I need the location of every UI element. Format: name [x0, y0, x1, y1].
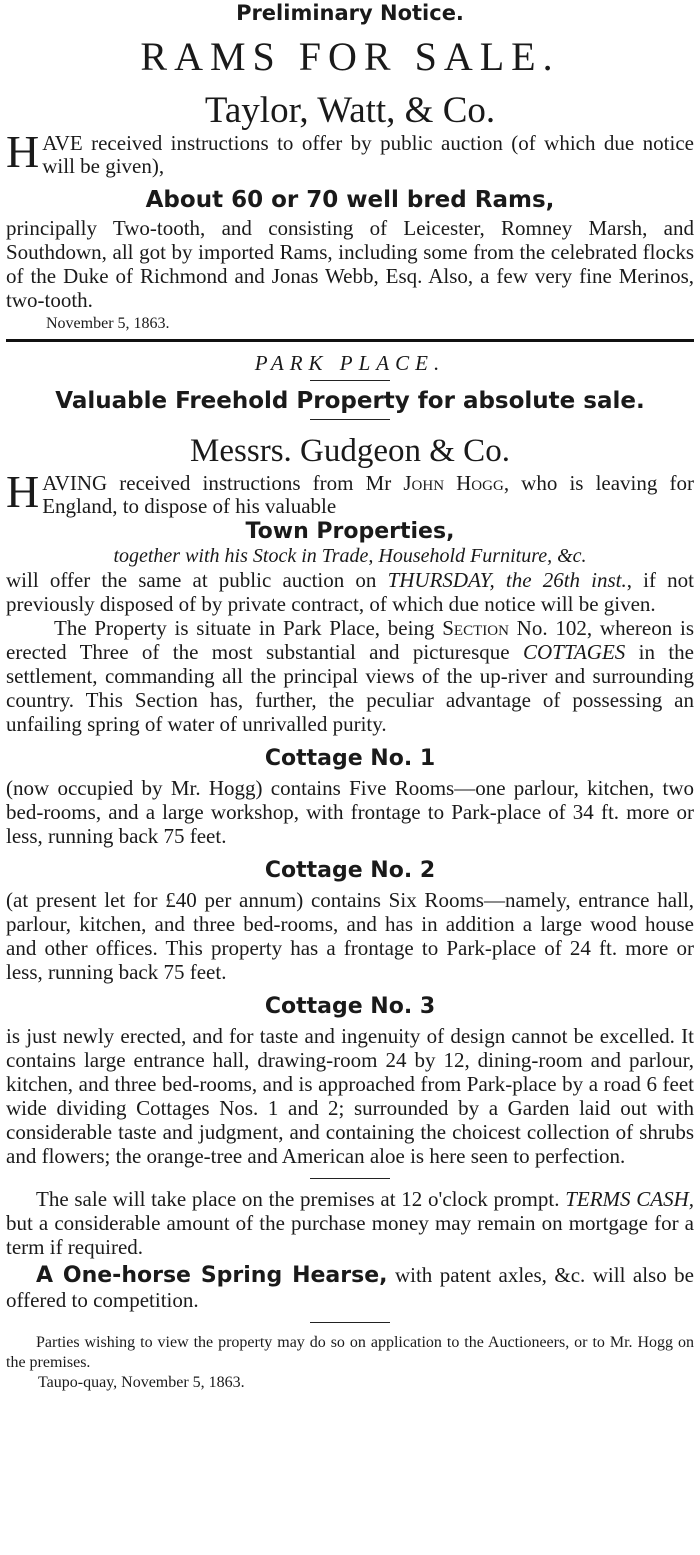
hearse-heading: A One-horse Spring Hearse,: [36, 1263, 388, 1288]
property-date: Taupo-quay, November 5, 1863.: [38, 1374, 245, 1391]
auction-offer: [6, 568, 694, 616]
rams-body: principally Two-tooth, and consisting of Leicester, Romney Marsh, and Southdown, all got by imported Rams, including some from the celebrated flocks of the Duke of Richmond and Jonas Webb, Esq. Also, a few very fine Merinos, two-tooth.: [6, 216, 694, 312]
drop-cap: H: [6, 126, 40, 177]
section-word: Section: [442, 616, 509, 640]
rams-intro-text: AVE received instructions to offer by public auction (of which due notice will be given),: [42, 131, 694, 178]
property-text: No. 102, whereon is erected Three of the most substantial and picturesque: [6, 616, 694, 664]
property-intro-text: AVING received instructions from Mr: [42, 471, 404, 495]
rams-headline: About 60 or 70 well bred Rams,: [145, 187, 555, 213]
rams-title: RAMS FOR SALE.: [140, 34, 560, 79]
location-heading: PARK PLACE.: [254, 351, 446, 375]
preliminary-notice-heading: Preliminary Notice.: [236, 1, 464, 25]
rams-intro: [6, 126, 694, 178]
terms-cash: TERMS CASH,: [565, 1187, 694, 1211]
short-rule: [310, 380, 390, 381]
town-properties-heading: Town Properties,: [245, 519, 455, 544]
park-place-notice: [6, 350, 694, 1393]
cottages-word: COTTAGES: [522, 640, 626, 664]
short-rule: [310, 1322, 390, 1323]
cottage-1-heading: Cottage No. 1: [264, 746, 436, 771]
cottage-3-description: is just newly erected, and for taste and ingenuity of design cannot be excelled. It contains large entrance hall, drawing-room 24 by 12, dining-room and parlour, kitchen, and three bed-rooms, and is approached from Park-place by a road 6 feet wide dividing Cottages Nos. 1 and 2; surrounded by a Garden laid out with considerable taste and judgment, and containing the choicest collection of shrubs and flowers; the orange-tree and American aloe is here seen to perfection.: [6, 1024, 694, 1168]
cottage-2-description: (at present let for £40 per annum) contains Six Rooms—namely, entrance hall, parlour, kitchen, and three bed-rooms, and has in addition a large wood house and other offices. This property has a frontage to Park-place of 24 ft. more or less, running back 75 feet.: [6, 888, 694, 984]
rams-date: November 5, 1863.: [46, 315, 170, 332]
cottage-3-heading: Cottage No. 3: [264, 994, 436, 1019]
stock-subtitle: together with his Stock in Trade, Household Furniture, &c.: [113, 545, 587, 567]
section-divider: [6, 339, 694, 342]
offer-text: will offer the same at public auction on: [6, 568, 388, 592]
drop-cap: H: [6, 466, 40, 517]
rams-notice: [6, 0, 694, 334]
short-rule: [310, 1178, 390, 1179]
short-rule: [310, 419, 390, 420]
property-intro-text: , who is leaving for England, to dispose of his valuable: [42, 471, 694, 518]
sale-terms: [6, 1187, 694, 1259]
property-text: in the settlement, commanding all the principal views of the up-river and surrounding country. This Section has, further, the peculiar advantage of possessing an unfailing spring of water of unrivalled purity.: [6, 640, 694, 736]
auction-day: THURSDAY, the 26th inst.: [387, 568, 627, 592]
cottage-2-heading: Cottage No. 2: [264, 858, 436, 883]
auctioneer-name: Messrs. Gudgeon & Co.: [190, 433, 510, 469]
offer-text: , if not previously disposed of by private contract, of which due notice will be given.: [6, 568, 694, 616]
property-description: [6, 616, 694, 736]
owner-name: John Hogg: [403, 471, 504, 495]
hearse-text: with patent axles, &c. will also be offered to competition.: [6, 1263, 694, 1312]
viewing-note: Parties wishing to view the property may do so on application to the Auctioneers, or to Mr. Hogg on the premises.: [6, 1334, 694, 1371]
hearse-notice: [6, 1263, 694, 1312]
property-headline: Valuable Freehold Property for absolute sale.: [55, 388, 645, 414]
cottage-1-description: (now occupied by Mr. Hogg) contains Five Rooms—one parlour, kitchen, two bed-rooms, and a large workshop, with frontage to Park-place of 34 ft. more or less, running back 75 feet.: [6, 776, 694, 848]
sale-text: The sale will take place on the premises at 12 o'clock prompt.: [36, 1187, 566, 1211]
property-intro: [6, 466, 694, 518]
sale-text: but a considerable amount of the purchase money may remain on mortgage for a term if required.: [6, 1211, 694, 1259]
property-text: The Property is situate in Park Place, being: [54, 616, 443, 640]
auctioneer-name: Taylor, Watt, & Co.: [204, 90, 496, 131]
